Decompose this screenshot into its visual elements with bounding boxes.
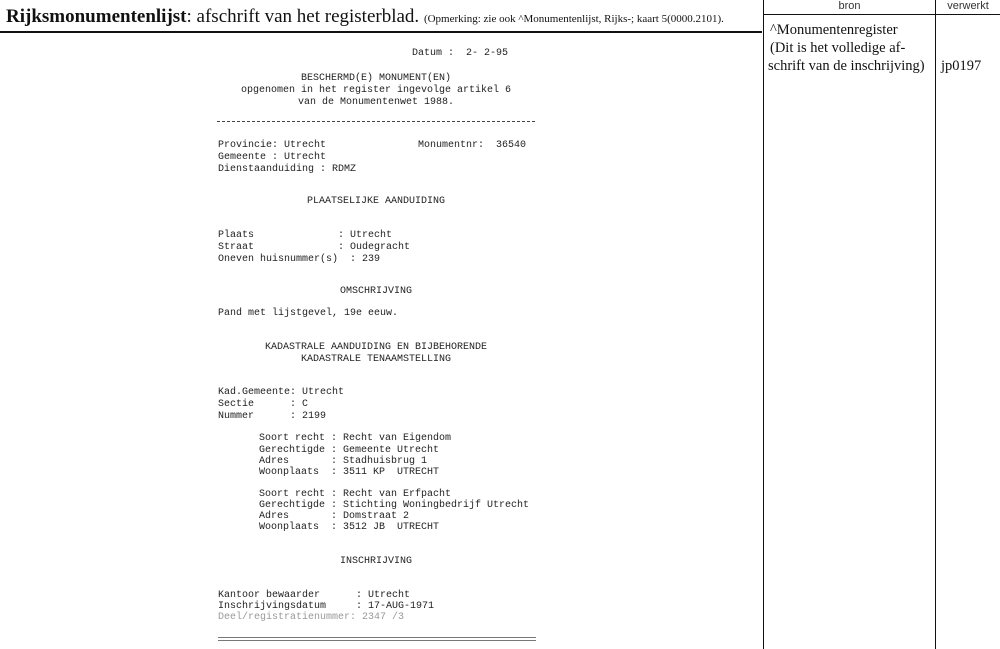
datum: Datum : 2- 2-95 — [412, 48, 509, 59]
column-header-rule — [763, 14, 1000, 15]
section-title: KADASTRALE TENAAMSTELLING — [300, 354, 452, 365]
monumentnr: Monumentnr: 36540 — [418, 140, 527, 151]
recht1-line: Soort recht : Recht van Eigendom — [259, 433, 452, 444]
title-rule — [0, 31, 762, 33]
bron-line: (Dit is het volledige af- — [770, 40, 906, 56]
recht1-line: Gerechtigde : Gemeente Utrecht — [259, 445, 440, 456]
dienstaanduiding: Dienstaanduiding : RDMZ — [218, 164, 357, 175]
section-title: OMSCHRIJVING — [339, 286, 412, 297]
provincie: Provincie: Utrecht — [218, 140, 327, 151]
heading-line: opgenomen in het register ingevolge artikel 6 — [240, 85, 512, 96]
double-rule-bottom — [218, 640, 536, 641]
kadastraal-line: Kad.Gemeente: Utrecht — [218, 387, 345, 398]
column-header-bron: bron — [838, 0, 861, 12]
verwerkt-code: jp0197 — [941, 58, 982, 74]
plaatselijk-line: Oneven huisnummer(s) : 239 — [218, 254, 381, 265]
section-title: INSCHRIJVING — [339, 556, 412, 567]
kadastraal-line: Nummer : 2199 — [218, 411, 327, 422]
recht2-line: Gerechtigde : Stichting Woningbedrijf Utrecht — [259, 500, 530, 511]
plaatselijk-line: Straat : Oudegracht — [218, 242, 411, 253]
recht1-line: Adres : Stadhuisbrug 1 — [259, 456, 428, 467]
title-note: (Opmerking: zie ook ^Monumentenlijst, Rijks-; kaart 5(0000.2101). — [423, 13, 724, 25]
page-title — [6, 6, 724, 28]
recht2-line: Adres : Domstraat 2 — [259, 511, 410, 522]
section-title: PLAATSELIJKE AANDUIDING — [306, 196, 446, 207]
recht1-line: Woonplaats : 3511 KP UTRECHT — [259, 467, 440, 478]
column-divider-verwerkt — [935, 0, 936, 649]
inschrijving-line: Kantoor bewaarder : Utrecht — [218, 590, 411, 601]
bron-line: schrift van de inschrijving) — [768, 58, 925, 74]
heading-line: BESCHERMD(E) MONUMENT(EN) — [300, 73, 452, 84]
inschrijving-line: Deel/registratienummer: 2347 /3 — [218, 612, 405, 623]
double-rule-top — [218, 637, 536, 638]
kadastraal-line: Sectie : C — [218, 399, 309, 410]
column-header-verwerkt: verwerkt — [947, 0, 989, 12]
plaatselijk-line: Plaats : Utrecht — [218, 230, 393, 241]
gemeente: Gemeente : Utrecht — [218, 152, 327, 163]
bron-line: ^Monumentenregister — [770, 22, 898, 38]
recht2-line: Soort recht : Recht van Erfpacht — [259, 489, 452, 500]
title-rest: : afschrift van het registerblad. — [186, 6, 420, 27]
column-divider-bron — [763, 0, 764, 649]
title-bold: Rijksmonumentenlijst — [6, 6, 187, 27]
heading-line: van de Monumentenwet 1988. — [297, 97, 455, 108]
section-title: KADASTRALE AANDUIDING EN BIJBEHORENDE — [264, 342, 488, 353]
omschrijving: Pand met lijstgevel, 19e eeuw. — [218, 308, 399, 319]
inschrijving-line: Inschrijvingsdatum : 17-AUG-1971 — [218, 601, 435, 612]
recht2-line: Woonplaats : 3512 JB UTRECHT — [259, 522, 440, 533]
dashed-divider — [217, 121, 535, 122]
